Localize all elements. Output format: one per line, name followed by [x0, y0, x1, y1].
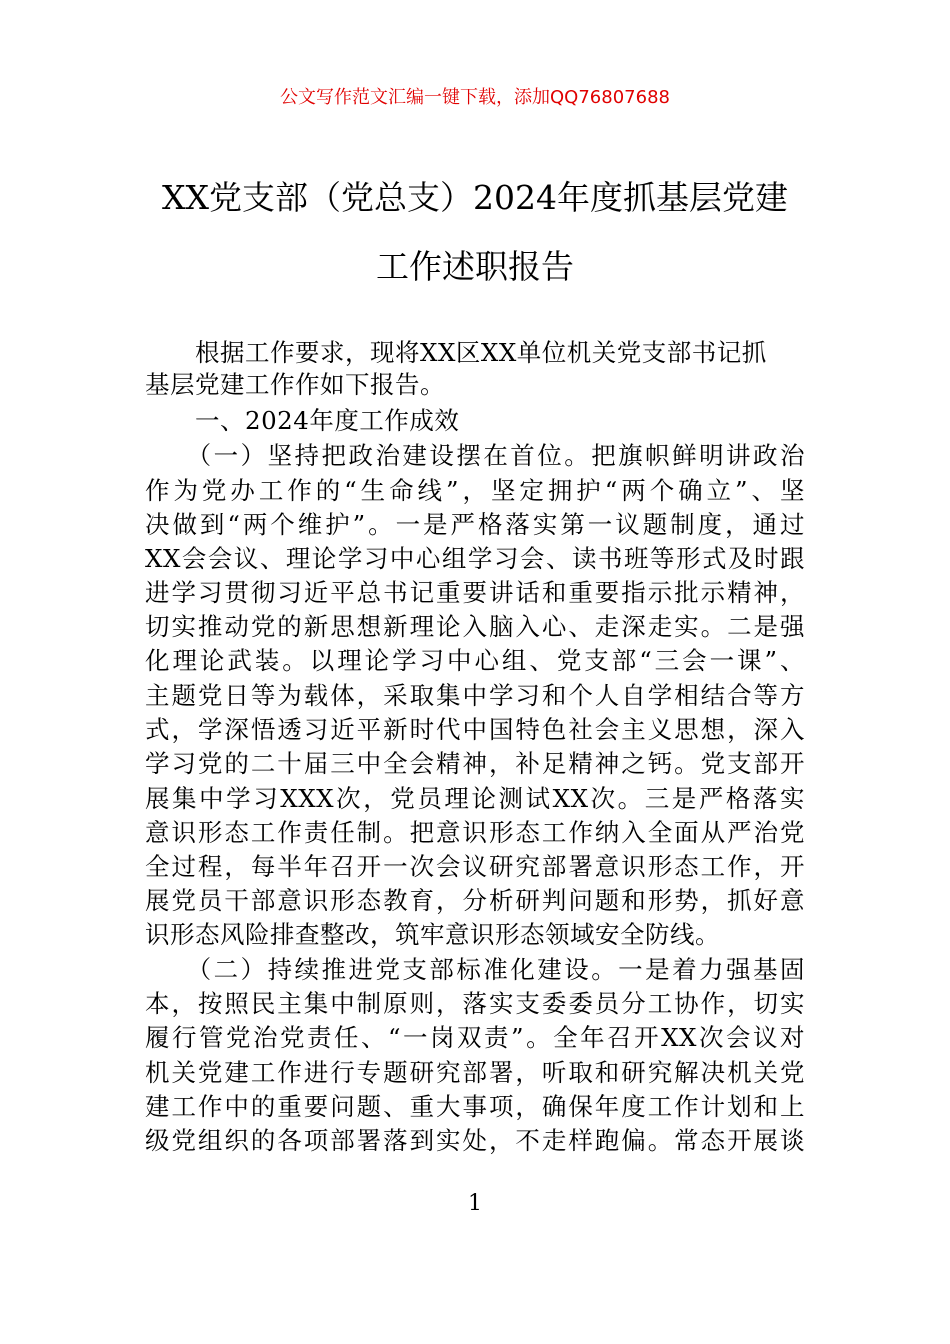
paragraph-line: 展集中学习XXX次，党员理论测试XX次。三是严格落实	[145, 784, 805, 813]
header-download-note: 公文写作范文汇编一键下载，添加QQ76807688	[280, 87, 670, 108]
document-title-line-2: 工作述职报告	[376, 247, 574, 286]
paragraph-line: 级党组织的各项部署落到实处，不走样跑偏。常态开展谈	[145, 1126, 805, 1155]
document-title-line-1: XX党支部（党总支）2024年度抓基层党建	[162, 178, 788, 217]
paragraph-line: 主题党日等为载体，采取集中学习和个人自学相结合等方	[145, 681, 805, 710]
paragraph-line: 作为党办工作的“生命线”，坚定拥护“两个确立”、坚	[145, 476, 805, 505]
paragraph-line: 学习党的二十届三中全会精神，补足精神之钙。党支部开	[145, 749, 805, 778]
paragraph-line: 履行管党治党责任、“一岗双责”。全年召开XX次会议对	[145, 1023, 805, 1052]
paragraph-line: 全过程，每半年召开一次会议研究部署意识形态工作，开	[145, 852, 805, 881]
paragraph-line: （一）坚持把政治建设摆在首位。把旗帜鲜明讲政治	[145, 441, 805, 470]
paragraph-line: 切实推动党的新思想新理论入脑入心、走深走实。二是强	[145, 612, 805, 641]
paragraph-line: 建工作中的重要问题、重大事项，确保年度工作计划和上	[145, 1092, 805, 1121]
paragraph-line: 意识形态工作责任制。把意识形态工作纳入全面从严治党	[145, 818, 805, 847]
paragraph-line: 本，按照民主集中制原则，落实支委委员分工协作，切实	[145, 989, 805, 1018]
paragraph-line: 决做到“两个维护”。一是严格落实第一议题制度，通过	[145, 510, 805, 539]
paragraph-line: XX会会议、理论学习中心组学习会、读书班等形式及时跟	[145, 544, 805, 573]
paragraph-line: 式，学深悟透习近平新时代中国特色社会主义思想，深入	[145, 715, 805, 744]
paragraph-line: 识形态风险排查整改，筑牢意识形态领域安全防线。	[145, 920, 720, 949]
paragraph-line: （二）持续推进党支部标准化建设。一是着力强基固	[145, 955, 805, 984]
paragraph-line: 展党员干部意识形态教育，分析研判问题和形势，抓好意	[145, 886, 805, 915]
paragraph-line: 化理论武装。以理论学习中心组、党支部“三会一课”、	[145, 646, 805, 675]
paragraph-line: 进学习贯彻习近平总书记重要讲话和重要指示批示精神，	[145, 578, 805, 607]
paragraph-line: 基层党建工作作如下报告。	[145, 370, 445, 399]
section-heading: 一、2024年度工作成效	[145, 406, 460, 435]
paragraph-line: 机关党建工作进行专题研究部署，听取和研究解决机关党	[145, 1058, 805, 1087]
paragraph-line: 根据工作要求，现将XX区XX单位机关党支部书记抓	[145, 338, 767, 367]
page-number: 1	[468, 1191, 482, 1216]
